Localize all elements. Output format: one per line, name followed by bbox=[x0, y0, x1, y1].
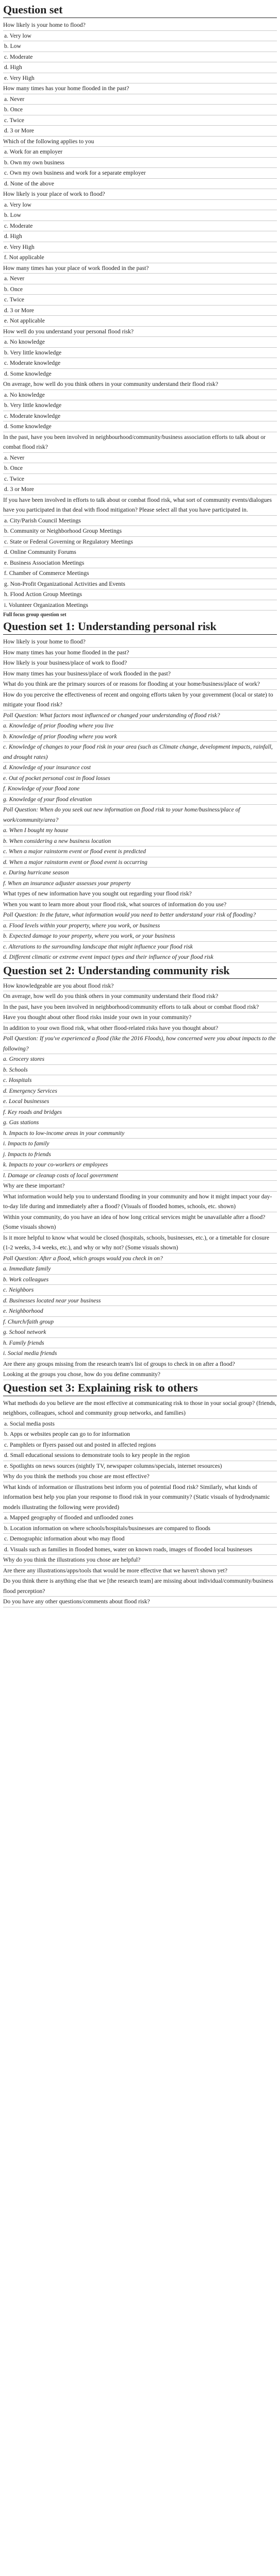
poll-line: k. Impacts to your co-workers or employees bbox=[3, 1160, 277, 1171]
question-text: Have you thought about other flood risks inside your own in your community? bbox=[3, 1012, 277, 1023]
answer-option: c. Moderate bbox=[3, 221, 277, 232]
poll-line: e. Local businesses bbox=[3, 1096, 277, 1107]
question-text: Are there any groups missing from the research team's list of groups to check in on after a flood? bbox=[3, 1359, 277, 1370]
poll-line: a. When I bought my house bbox=[3, 825, 277, 836]
answer-option: b. Community or Neighborhood Group Meetings bbox=[3, 526, 277, 537]
answer-option: c. Moderate bbox=[3, 52, 277, 63]
answer-option: c. Twice bbox=[3, 295, 277, 306]
answer-option: c. Pamphlets or flyers passed out and posted in affected regions bbox=[3, 1440, 277, 1451]
poll-line: d. Knowledge of your insurance cost bbox=[3, 762, 277, 773]
question-text: In the past, have you been involved in neighborhood/community efforts to talk about or combat flood risk? bbox=[3, 1002, 277, 1013]
question-text: How likely is your business/place of work to flood? bbox=[3, 658, 277, 669]
question-text: Do you think there is anything else that we [the research team] are missing about individual/community/business flood perception? bbox=[3, 1576, 277, 1597]
answer-option: d. 3 or More bbox=[3, 126, 277, 137]
poll-line: a. Flood levels within your property, where you work, or business bbox=[3, 921, 277, 931]
answer-option: e. Very High bbox=[3, 242, 277, 253]
section-subtitle: Full focus group question set bbox=[3, 612, 67, 618]
answer-option: d. Some knowledge bbox=[3, 369, 277, 380]
poll-line: e. Out of pocket personal cost in flood losses bbox=[3, 773, 277, 784]
answer-option: e. Spotlights on news sources (nightly TV, newspaper columns/specials, internet resources) bbox=[3, 1461, 277, 1472]
answer-option: d. High bbox=[3, 62, 277, 73]
question-text: In addition to your own flood risk, what other flood-related risks have you thought about? bbox=[3, 1023, 277, 1034]
answer-option: e. Business Association Meetings bbox=[3, 558, 277, 569]
poll-line: c. Hospitals bbox=[3, 1075, 277, 1086]
answer-option: a. Very low bbox=[3, 200, 277, 211]
answer-option: b. Once bbox=[3, 284, 277, 295]
poll-line: a. Grocery stores bbox=[3, 1054, 277, 1065]
answer-option: a. No knowledge bbox=[3, 390, 277, 401]
poll-line: c. When a major rainstorm event or flood event is predicted bbox=[3, 846, 277, 857]
poll-line: f. Key roads and bridges bbox=[3, 1107, 277, 1118]
answer-option: i. Volunteer Organization Meetings bbox=[3, 600, 277, 611]
answer-option: b. Low bbox=[3, 210, 277, 221]
question-text: How many times has your place of work flooded in the past? bbox=[3, 263, 277, 274]
question-text: Why do you think the methods you chose are most effective? bbox=[3, 1471, 277, 1482]
poll-line: d. Different climatic or extreme event impact types and their influence of your flood risk bbox=[3, 952, 277, 963]
poll-line: b. Expected damage to your property, where you work, or your business bbox=[3, 931, 277, 942]
answer-option: h. Flood Action Group Meetings bbox=[3, 589, 277, 600]
answer-option: d. Visuals such as families in flooded homes, water on known roads, images of flooded local businesses bbox=[3, 1545, 277, 1555]
answer-option: d. 3 or More bbox=[3, 306, 277, 316]
poll-line: l. Damage or cleanup costs of local government bbox=[3, 1171, 277, 1181]
question-text: On average, how well do you think others in your community understand their flood risk? bbox=[3, 991, 277, 1002]
poll-line: a. Knowledge of prior flooding where you live bbox=[3, 721, 277, 732]
poll-line: Poll Question: What factors most influenced or changed your understanding of flood risk? bbox=[3, 710, 277, 721]
answer-option: b. Apps or websites people can go to for information bbox=[3, 1429, 277, 1440]
poll-line: e. During hurricane season bbox=[3, 868, 277, 878]
answer-option: c. Twice bbox=[3, 115, 277, 126]
answer-option: c. Moderate knowledge bbox=[3, 411, 277, 422]
question-text: Are there any illustrations/apps/tools that would be more effective that we haven't shown yet? bbox=[3, 1566, 277, 1577]
answer-option: c. Demographic information about who may flood bbox=[3, 1534, 277, 1545]
poll-line: d. Businesses located near your business bbox=[3, 1296, 277, 1307]
poll-line: d. When a major rainstorm event or flood event is occurring bbox=[3, 857, 277, 868]
question-text: How well do you understand your personal flood risk? bbox=[3, 327, 277, 337]
question-text: How knowledgeable are you about flood risk? bbox=[3, 981, 277, 992]
answer-option: d. None of the above bbox=[3, 179, 277, 190]
answer-option: b. Own my own business bbox=[3, 158, 277, 168]
answer-option: g. Non-Profit Organizational Activities and Events bbox=[3, 579, 277, 590]
answer-option: a. No knowledge bbox=[3, 337, 277, 348]
poll-line: d. Emergency Services bbox=[3, 1086, 277, 1097]
poll-line: g. Knowledge of your flood elevation bbox=[3, 794, 277, 805]
poll-line: g. Gas stations bbox=[3, 1117, 277, 1128]
poll-line: b. Work colleagues bbox=[3, 1275, 277, 1285]
question-text: When you want to learn more about your flood risk, what sources of information do you use? bbox=[3, 900, 277, 910]
answer-option: d. Online Community Forums bbox=[3, 547, 277, 558]
poll-line: Poll Question: When do you seek out new information on flood risk to your home/business/place of work/community/area? bbox=[3, 805, 277, 825]
section-title: Question set bbox=[3, 3, 277, 18]
poll-line: c. Neighbors bbox=[3, 1285, 277, 1296]
answer-option: a. Very low bbox=[3, 31, 277, 42]
question-text: If you have been involved in efforts to talk about or combat flood risk, what sort of community events/dialogues have you participated in that deal with flood mitigation? Please select all that you have participated in. bbox=[3, 495, 277, 516]
answer-option: b. Once bbox=[3, 463, 277, 474]
poll-line: i. Social media friends bbox=[3, 1348, 277, 1359]
question-text: Why are these important? bbox=[3, 1181, 277, 1192]
question-text: How likely is your place of work to flood? bbox=[3, 189, 277, 200]
question-text: What types of new information have you sought out regarding your flood risk? bbox=[3, 889, 277, 900]
question-text: In the past, have you been involved in neighbourhood/community/business association efforts to talk about or combat flood risk? bbox=[3, 432, 277, 453]
poll-line: Poll Question: If you've experienced a flood (like the 2016 Floods), how concerned were you about impacts to the following? bbox=[3, 1033, 277, 1054]
poll-line: b. Knowledge of prior flooding where you work bbox=[3, 732, 277, 742]
answer-option: b. Very little knowledge bbox=[3, 400, 277, 411]
question-text: How many times has your home flooded in the past? bbox=[3, 83, 277, 94]
answer-option: a. Never bbox=[3, 274, 277, 284]
section-title: Question set 3: Explaining risk to others bbox=[3, 1381, 277, 1396]
question-text: What methods do you believe are the most effective at communicating risk to those in your social group? (friends, neighbors, colleagues, school and community group networks, and families) bbox=[3, 1398, 277, 1419]
answer-option: a. Social media posts bbox=[3, 1419, 277, 1430]
question-text: How likely is your home to flood? bbox=[3, 20, 277, 31]
question-text: How do you perceive the effectiveness of recent and ongoing efforts taken by your government (local or state) to mitigate your flood risk? bbox=[3, 690, 277, 710]
poll-line: Poll Question: In the future, what information would you need to better understand your risk of flooding? bbox=[3, 910, 277, 921]
question-text: What kinds of information or illustrations best inform you of potential flood risk? Similarly, what kinds of information best help you plan your response to flood risk in your community? (Static visuals of hydrodynamic models illustrating the following were provided) bbox=[3, 1482, 277, 1513]
question-text: What do you think are the primary sources of or reasons for flooding at your home/business/place of work? bbox=[3, 679, 277, 690]
poll-line: h. Impacts to low-income areas in your community bbox=[3, 1128, 277, 1139]
answer-option: a. Never bbox=[3, 94, 277, 105]
question-text: On average, how well do you think others in your community understand their flood risk? bbox=[3, 379, 277, 390]
question-text: Why do you think the illustrations you chose are helpful? bbox=[3, 1555, 277, 1566]
answer-option: f. Not applicable bbox=[3, 252, 277, 263]
answer-option: a. City/Parish Council Meetings bbox=[3, 516, 277, 527]
answer-option: d. Some knowledge bbox=[3, 421, 277, 432]
answer-option: c. Twice bbox=[3, 474, 277, 485]
question-text: Is it more helpful to know what would be closed (hospitals, schools, businesses, etc.), or a timetable for closure (1-2 weeks, 3-4 weeks, etc.), and why or why not? (Some visuals shown) bbox=[3, 1233, 277, 1253]
poll-line: i. Impacts to family bbox=[3, 1139, 277, 1149]
answer-option: a. Never bbox=[3, 453, 277, 464]
poll-line: j. Impacts to friends bbox=[3, 1149, 277, 1160]
answer-option: a. Work for an employer bbox=[3, 147, 277, 158]
poll-line: f. Church/faith group bbox=[3, 1317, 277, 1328]
question-text: Which of the following applies to you bbox=[3, 137, 277, 147]
answer-option: d. 3 or More bbox=[3, 484, 277, 495]
poll-line: h. Family friends bbox=[3, 1338, 277, 1349]
section-title: Question set 1: Understanding personal risk bbox=[3, 620, 277, 635]
answer-option: f. Chamber of Commerce Meetings bbox=[3, 568, 277, 579]
answer-option: c. Moderate knowledge bbox=[3, 358, 277, 369]
answer-option: d. Small educational sessions to demonstrate tools to key people in the region bbox=[3, 1450, 277, 1461]
poll-line: f. When an insurance adjuster assesses your property bbox=[3, 878, 277, 889]
answer-option: b. Once bbox=[3, 105, 277, 115]
answer-option: b. Location information on where schools/hospitals/businesses are compared to floods bbox=[3, 1523, 277, 1534]
answer-option: b. Low bbox=[3, 41, 277, 52]
answer-option: c. Own my own business and work for a separate employer bbox=[3, 168, 277, 179]
poll-line: b. Schools bbox=[3, 1065, 277, 1076]
question-text: Do you have any other questions/comments about flood risk? bbox=[3, 1597, 277, 1607]
poll-line: f. Knowledge of your flood zone bbox=[3, 784, 277, 794]
poll-line: b. When considering a new business location bbox=[3, 836, 277, 847]
poll-line: e. Neighborhood bbox=[3, 1306, 277, 1317]
answer-option: c. State or Federal Governing or Regulatory Meetings bbox=[3, 537, 277, 548]
poll-line: c. Alterations to the surrounding landscape that might influence your flood risk bbox=[3, 942, 277, 953]
question-text: What information would help you to understand flooding in your community and how it might impact your day-to-day life during and immediately after a flood? (Visuals of flooded homes, schools, etc. shown) bbox=[3, 1192, 277, 1212]
poll-line: Poll Question: After a flood, which groups would you check in on? bbox=[3, 1253, 277, 1264]
answer-option: e. Very High bbox=[3, 73, 277, 84]
poll-line: a. Immediate family bbox=[3, 1264, 277, 1275]
answer-option: d. High bbox=[3, 231, 277, 242]
question-text: Looking at the groups you chose, how do you define community? bbox=[3, 1369, 277, 1380]
answer-option: b. Very little knowledge bbox=[3, 348, 277, 359]
question-text: How many times has your business/place of work flooded in the past? bbox=[3, 669, 277, 680]
question-text: How many times has your home flooded in the past? bbox=[3, 648, 277, 658]
answer-option: e. Not applicable bbox=[3, 316, 277, 327]
answer-option: a. Mapped geography of flooded and unflooded zones bbox=[3, 1513, 277, 1523]
poll-line: c. Knowledge of changes to your flood risk in your area (such as Climate change, development impacts, rainfall, and drought rates) bbox=[3, 742, 277, 762]
question-text: Within your community, do you have an idea of how long critical services might be unavailable after a flood? (Some visuals shown) bbox=[3, 1212, 277, 1233]
section-title: Question set 2: Understanding community risk bbox=[3, 964, 277, 979]
question-text: How likely is your home to flood? bbox=[3, 637, 277, 648]
poll-line: g. School network bbox=[3, 1327, 277, 1338]
